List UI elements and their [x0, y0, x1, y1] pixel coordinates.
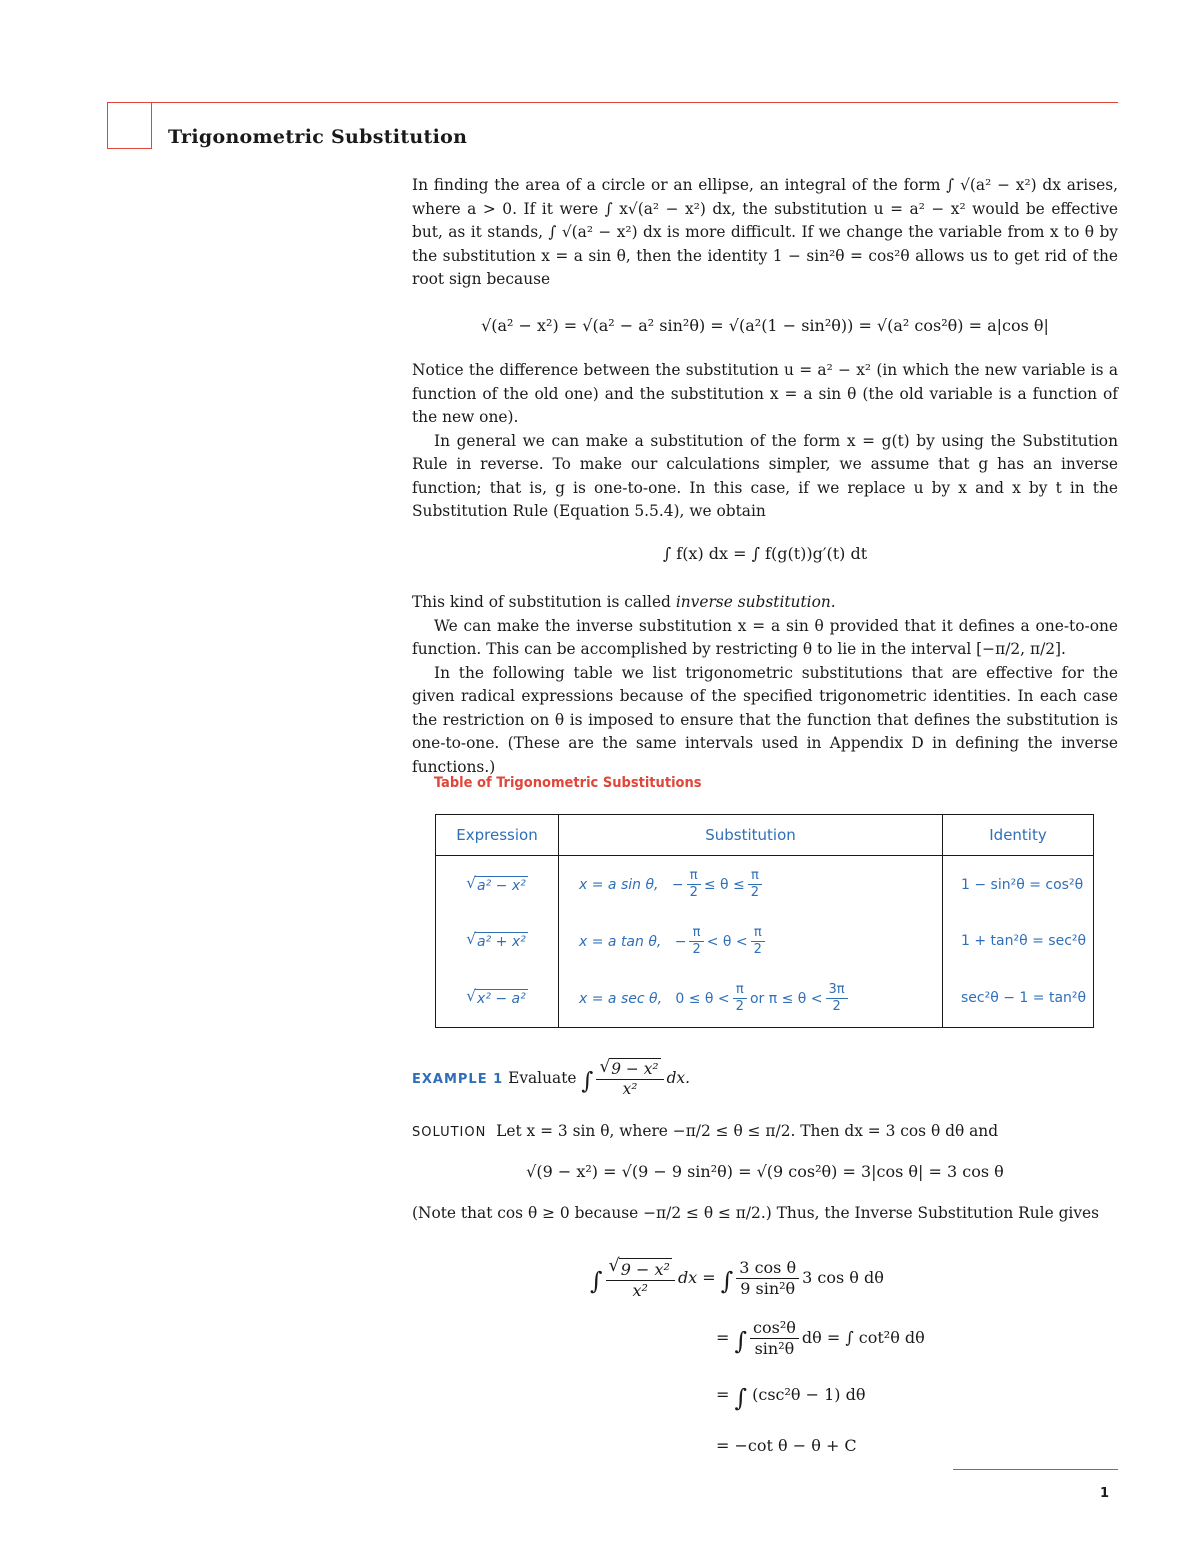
solution-line	[412, 1120, 1118, 1145]
substitution-cell	[559, 913, 943, 970]
expression-cell: √ x² − a²	[436, 970, 559, 1028]
step2-tail: dθ = ∫ cot²θ dθ	[801, 1328, 925, 1347]
page-number: 1	[1100, 1486, 1110, 1501]
frac-den: 2	[692, 941, 701, 957]
example-label: EXAMPLE 1	[412, 1071, 504, 1087]
range-left: −	[674, 933, 687, 950]
range-left: 0 ≤ θ <	[675, 990, 730, 1007]
expression-text: a² + x²	[477, 934, 526, 951]
frac-num: π	[733, 982, 747, 999]
page-title: Trigonometric Substitution	[168, 126, 468, 148]
range-mid: < θ <	[706, 933, 748, 950]
step1-rhs-tail: 3 cos θ dθ	[802, 1268, 884, 1287]
example-radicand: 9 − x²	[611, 1060, 659, 1078]
table-header-expression: Expression	[436, 815, 559, 856]
step-1: ∫ √ 9 − x² x² dx = ∫ $\frac{\text{3 cos θ}}{\text{9 sin²θ}}$ 3 cos θ dθ	[590, 1256, 884, 1300]
bottom-rule	[953, 1469, 1118, 1470]
example-fraction	[596, 1058, 663, 1100]
example-numerator: √ 9 − x²	[596, 1058, 663, 1080]
step1-rhs-den: 9 sin²θ	[740, 1279, 796, 1298]
example-evaluate: Evaluate	[508, 1068, 577, 1087]
substitution-text: x = a tan θ,	[579, 933, 662, 950]
note-text: (Note that cos θ ≥ 0 because −π/2 ≤ θ ≤ π/2.) Thus, the Inverse Substitution Rule gives	[412, 1204, 1100, 1222]
example-prompt	[412, 1058, 1118, 1100]
equation-sqrt-identity: √(a² − x²) = √(a² − a² sin²θ) = √(a²(1 − sin²θ)) = √(a² cos²θ) = a|cos θ|	[481, 316, 1049, 335]
example-denominator: x²	[622, 1080, 638, 1099]
solution-text: Let x = 3 sin θ, where −π/2 ≤ θ ≤ π/2. Then dx = 3 cos θ dθ and	[496, 1122, 999, 1140]
intro-paragraph-1: In finding the area of a circle or an ellipse, an integral of the form ∫ √(a² − x²) dx arises, where a > 0. If it were ∫ x√(a² − x²) dx, the substitution u = a² − x² would be effective but, as it stands, ∫ √(a² − x²) dx is more difficult. If we change the variable from x to θ by the substitution x = a sin θ, then the identity 1 − sin²θ = cos²θ allows us to get rid of the root sign because	[412, 176, 1118, 288]
note-block	[412, 1202, 1118, 1226]
body-block-3	[412, 591, 1118, 779]
substitution-table	[435, 814, 1094, 1028]
expression-text: x² − a²	[477, 991, 526, 1008]
frac-den: 2	[753, 941, 762, 957]
table-row	[436, 856, 1094, 914]
intro-paragraph-3: In general we can make a substitution of the form x = g(t) by using the Substitution Rule in reverse. To make our calculations simpler, we assume that g has an inverse function; that is, g is one-to-one. In this case, if we replace u by x and x by t in the Substitution Rule (Equation 5.5.4), we obtain	[412, 431, 1118, 520]
example-dx: dx.	[666, 1068, 690, 1087]
substitution-cell	[559, 970, 943, 1028]
table-row	[436, 913, 1094, 970]
step2-num: cos²θ	[750, 1318, 799, 1339]
corner-box-decoration	[107, 102, 152, 149]
range-mid: or π ≤ θ <	[749, 990, 823, 1007]
step3-text: (csc²θ − 1) dθ	[752, 1385, 866, 1404]
table-header-identity: Identity	[943, 815, 1094, 856]
step-2: = ∫ $\frac{\text{cos²θ}}{\text{sin²θ}}$ dθ = ∫ cot²θ dθ	[716, 1318, 925, 1358]
frac-den: 2	[750, 885, 760, 901]
step1-den: x²	[632, 1281, 648, 1300]
frac-num: π	[751, 925, 765, 942]
identity-cell: 1 + tan²θ = sec²θ	[943, 913, 1094, 970]
intro-paragraph-4	[412, 591, 1118, 615]
table-row	[436, 970, 1094, 1028]
table-header-row	[436, 815, 1094, 856]
solution-label: SOLUTION	[412, 1125, 487, 1140]
step2-den: sin²θ	[754, 1339, 795, 1358]
intro-paragraph-2: Notice the difference between the substitution u = a² − x² (in which the new variable is a function of the old one) and the substitution x = a sin θ (the old variable is a function of the new one).	[412, 361, 1118, 426]
frac-num: π	[748, 868, 762, 885]
expression-cell: √ a² − x²	[436, 856, 559, 914]
equation-sqrt-9: √(9 − x²) = √(9 − 9 sin²θ) = √(9 cos²θ) = 3|cos θ| = 3 cos θ	[526, 1162, 1004, 1181]
substitution-text: x = a sin θ,	[579, 876, 659, 893]
range-left: −	[671, 876, 684, 893]
step-4: = −cot θ − θ + C	[716, 1436, 857, 1455]
table-title: Table of Trigonometric Substitutions	[434, 775, 702, 791]
identity-cell: 1 − sin²θ = cos²θ	[943, 856, 1094, 914]
equation-substitution-rule	[412, 544, 1118, 563]
step1-radicand: 9 − x²	[620, 1260, 670, 1279]
integral-sign: ∫	[581, 1068, 594, 1095]
frac-num: 3π	[826, 982, 848, 999]
step1-rhs-num: 3 cos θ	[736, 1258, 799, 1279]
frac-den: 2	[735, 998, 744, 1014]
frac-den: 2	[689, 885, 698, 901]
frac-num: π	[689, 925, 703, 942]
p4-text: This kind of substitution is called	[412, 593, 676, 611]
step-3: = ∫ (csc²θ − 1) dθ	[716, 1384, 866, 1412]
p4-term: inverse substitution.	[675, 593, 836, 611]
substitution-text: x = a sec θ,	[579, 990, 663, 1007]
substitution-cell	[559, 856, 943, 914]
top-rule	[107, 102, 1118, 103]
intro-paragraph-5: We can make the inverse substitution x = a sin θ provided that it defines a one-to-one function. This can be accomplished by restricting θ to lie in the interval [−π/2, π/2].	[412, 616, 1118, 658]
equation-substitution-rule-text: ∫ f(x) dx = ∫ f(g(t))g′(t) dt	[662, 544, 868, 563]
expression-text: a² − x²	[477, 877, 526, 894]
identity-cell: sec²θ − 1 = tan²θ	[943, 970, 1094, 1028]
table-header-substitution: Substitution	[559, 815, 943, 856]
range-mid: ≤ θ ≤	[703, 876, 745, 893]
intro-paragraph-6: In the following table we list trigonometric substitutions that are effective for the given radical expressions because of the specified trigonometric identities. In each case the restriction on θ is imposed to ensure that the function that defines the substitution is one-to-one. (These are the same intervals used in Appendix D in defining the inverse functions.)	[412, 663, 1118, 776]
frac-num: π	[687, 868, 701, 885]
body-block-2	[412, 359, 1118, 524]
frac-den: 2	[832, 998, 841, 1014]
expression-cell: √ a² + x²	[436, 913, 559, 970]
intro-block	[412, 174, 1118, 292]
